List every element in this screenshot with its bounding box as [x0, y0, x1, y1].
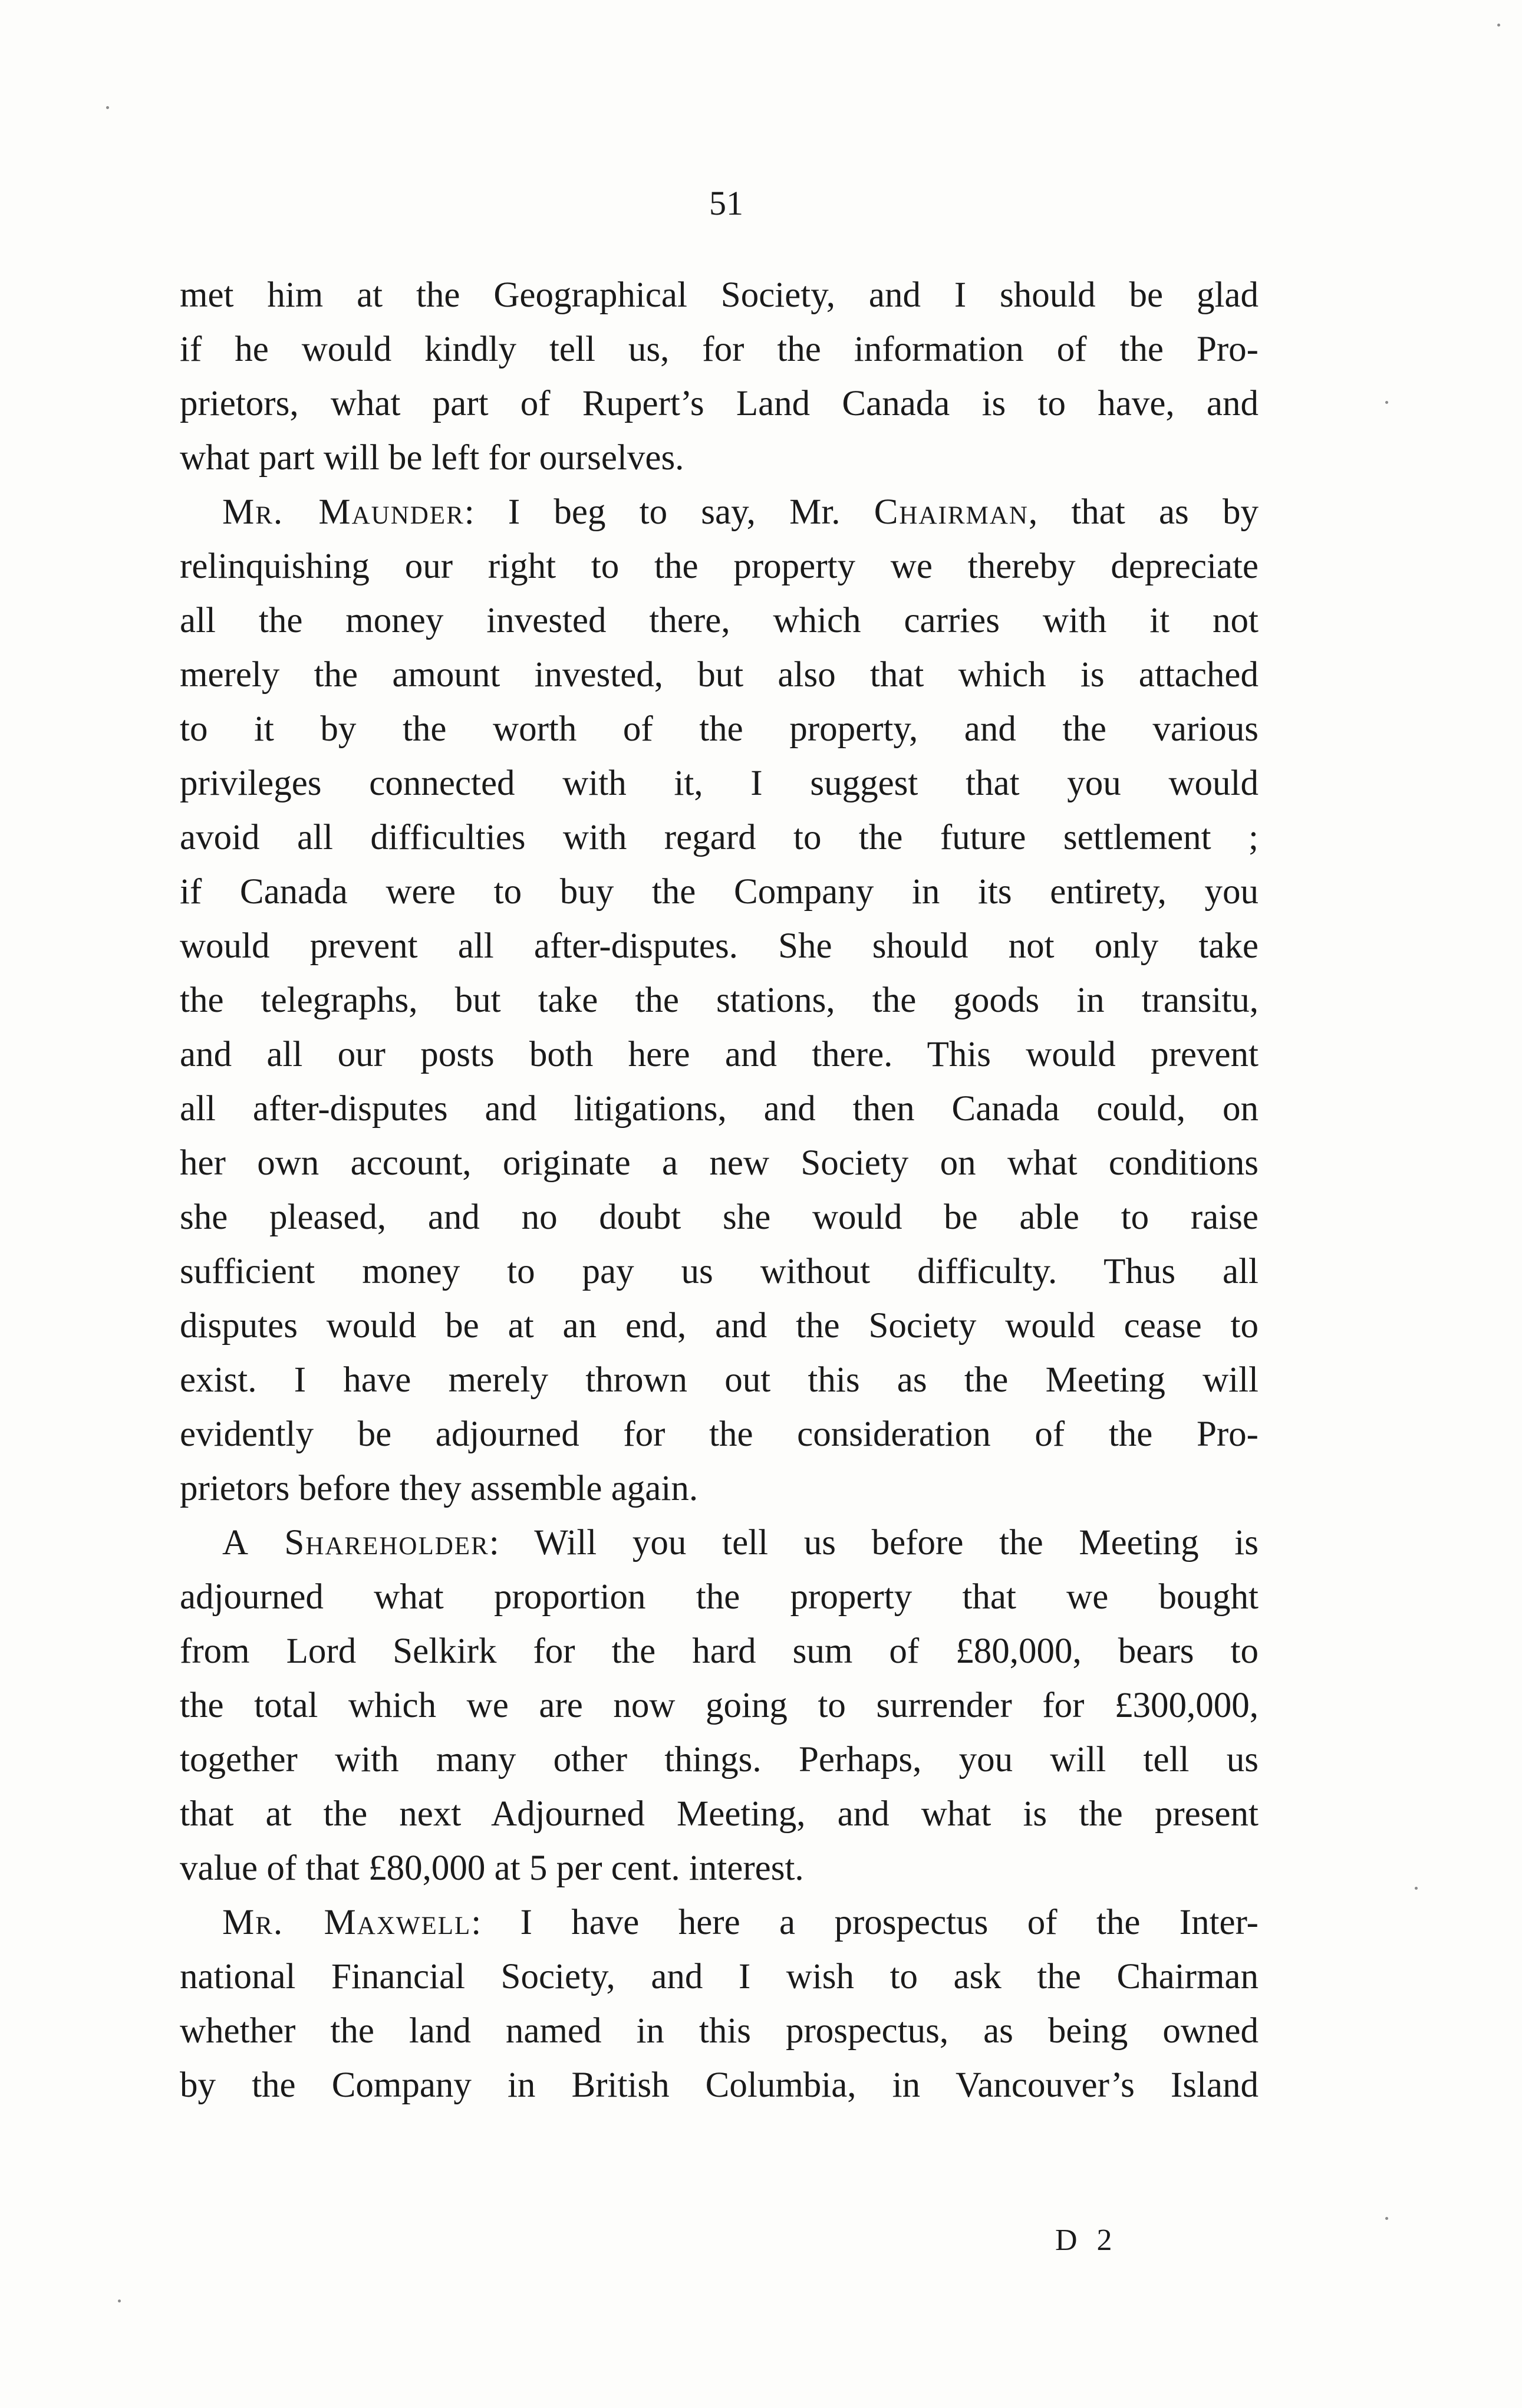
text-line: would prevent all after-disputes. She should not only take: [180, 926, 1259, 966]
text-line: all after-disputes and litigations, and then Canada could, on: [180, 1089, 1259, 1129]
text-line: disputes would be at an end, and the Society would cease to: [180, 1306, 1259, 1346]
paragraph-line-speaker: [180, 485, 1259, 540]
text-line: all the money invested there, which carries with it not: [180, 601, 1259, 640]
text-line: together with many other things. Perhaps, you will tell us: [180, 1740, 1259, 1779]
text-line: exist. I have merely thrown out this as the Meeting will: [180, 1360, 1259, 1400]
text-line: her own account, originate a new Society on what conditions: [180, 1143, 1259, 1183]
text-line: the total which we are now going to surrender for £300,000,: [180, 1686, 1259, 1725]
speech-text: , that as by: [1028, 492, 1259, 532]
text-line: relinquishing our right to the property we thereby depreciate: [180, 547, 1259, 586]
speaker-name: Mr. Maxwell: [222, 1903, 472, 1942]
text-line: merely the amount invested, but also that which is attached: [180, 655, 1259, 695]
speech-text: : Will you tell us before the Meeting is: [489, 1523, 1259, 1562]
paper-speck: [1385, 401, 1388, 404]
signature-mark: D 2: [1055, 2223, 1118, 2257]
text-line: value of that £80,000 at 5 per cent. interest.: [180, 1848, 804, 1888]
text-line: national Financial Society, and I wish to ask the Chairman: [180, 1957, 1259, 1996]
text-line: if Canada were to buy the Company in its entirety, you: [180, 872, 1259, 912]
text-line: what part will be left for ourselves.: [180, 438, 684, 478]
text-line: evidently be adjourned for the consideration of the Pro-: [180, 1414, 1259, 1454]
paper-speck: [1385, 2217, 1388, 2220]
text-line: from Lord Selkirk for the hard sum of £80,000, bears to: [180, 1631, 1259, 1671]
text-line: sufficient money to pay us without difficulty. Thus all: [180, 1252, 1259, 1291]
paper-speck: [118, 2300, 121, 2302]
text-line: met him at the Geographical Society, and I should be glad: [180, 275, 1259, 315]
text-line: if he would kindly tell us, for the information of the Pro-: [180, 330, 1259, 369]
text-line: prietors, what part of Rupert’s Land Canada is to have, and: [180, 384, 1259, 423]
text-line: adjourned what proportion the property that we bought: [180, 1577, 1259, 1617]
text-line: privileges connected with it, I suggest that you would: [180, 764, 1259, 803]
speaker-name: Chairman: [874, 492, 1029, 532]
page-number: 51: [709, 184, 743, 222]
paper-speck: [1497, 24, 1500, 27]
paper-speck: [106, 106, 109, 109]
paragraph-line-speaker: [180, 1896, 1259, 1950]
text-line: the telegraphs, but take the stations, the goods in transitu,: [180, 981, 1259, 1020]
text-line: she pleased, and no doubt she would be able to raise: [180, 1198, 1259, 1237]
text-line: to it by the worth of the property, and the various: [180, 709, 1259, 749]
body-text: [180, 268, 1259, 2113]
text-line: by the Company in British Columbia, in Vancouver’s Island: [180, 2065, 1259, 2105]
text-line: avoid all difficulties with regard to the future settlement ;: [180, 818, 1259, 857]
text-line: that at the next Adjourned Meeting, and what is the present: [180, 1794, 1259, 1834]
paper-speck: [1415, 1887, 1418, 1890]
speaker-name: A Shareholder: [222, 1523, 489, 1562]
paragraph-line-speaker: [180, 1516, 1259, 1570]
speaker-name: Mr. Maunder: [222, 492, 464, 532]
text-line: prietors before they assemble again.: [180, 1469, 699, 1508]
text-line: whether the land named in this prospectus, as being owned: [180, 2011, 1259, 2051]
speech-text: : I beg to say, Mr.: [464, 492, 874, 532]
speech-text: : I have here a prospectus of the Inter-: [471, 1903, 1259, 1942]
text-line: and all our posts both here and there. This would prevent: [180, 1035, 1259, 1074]
